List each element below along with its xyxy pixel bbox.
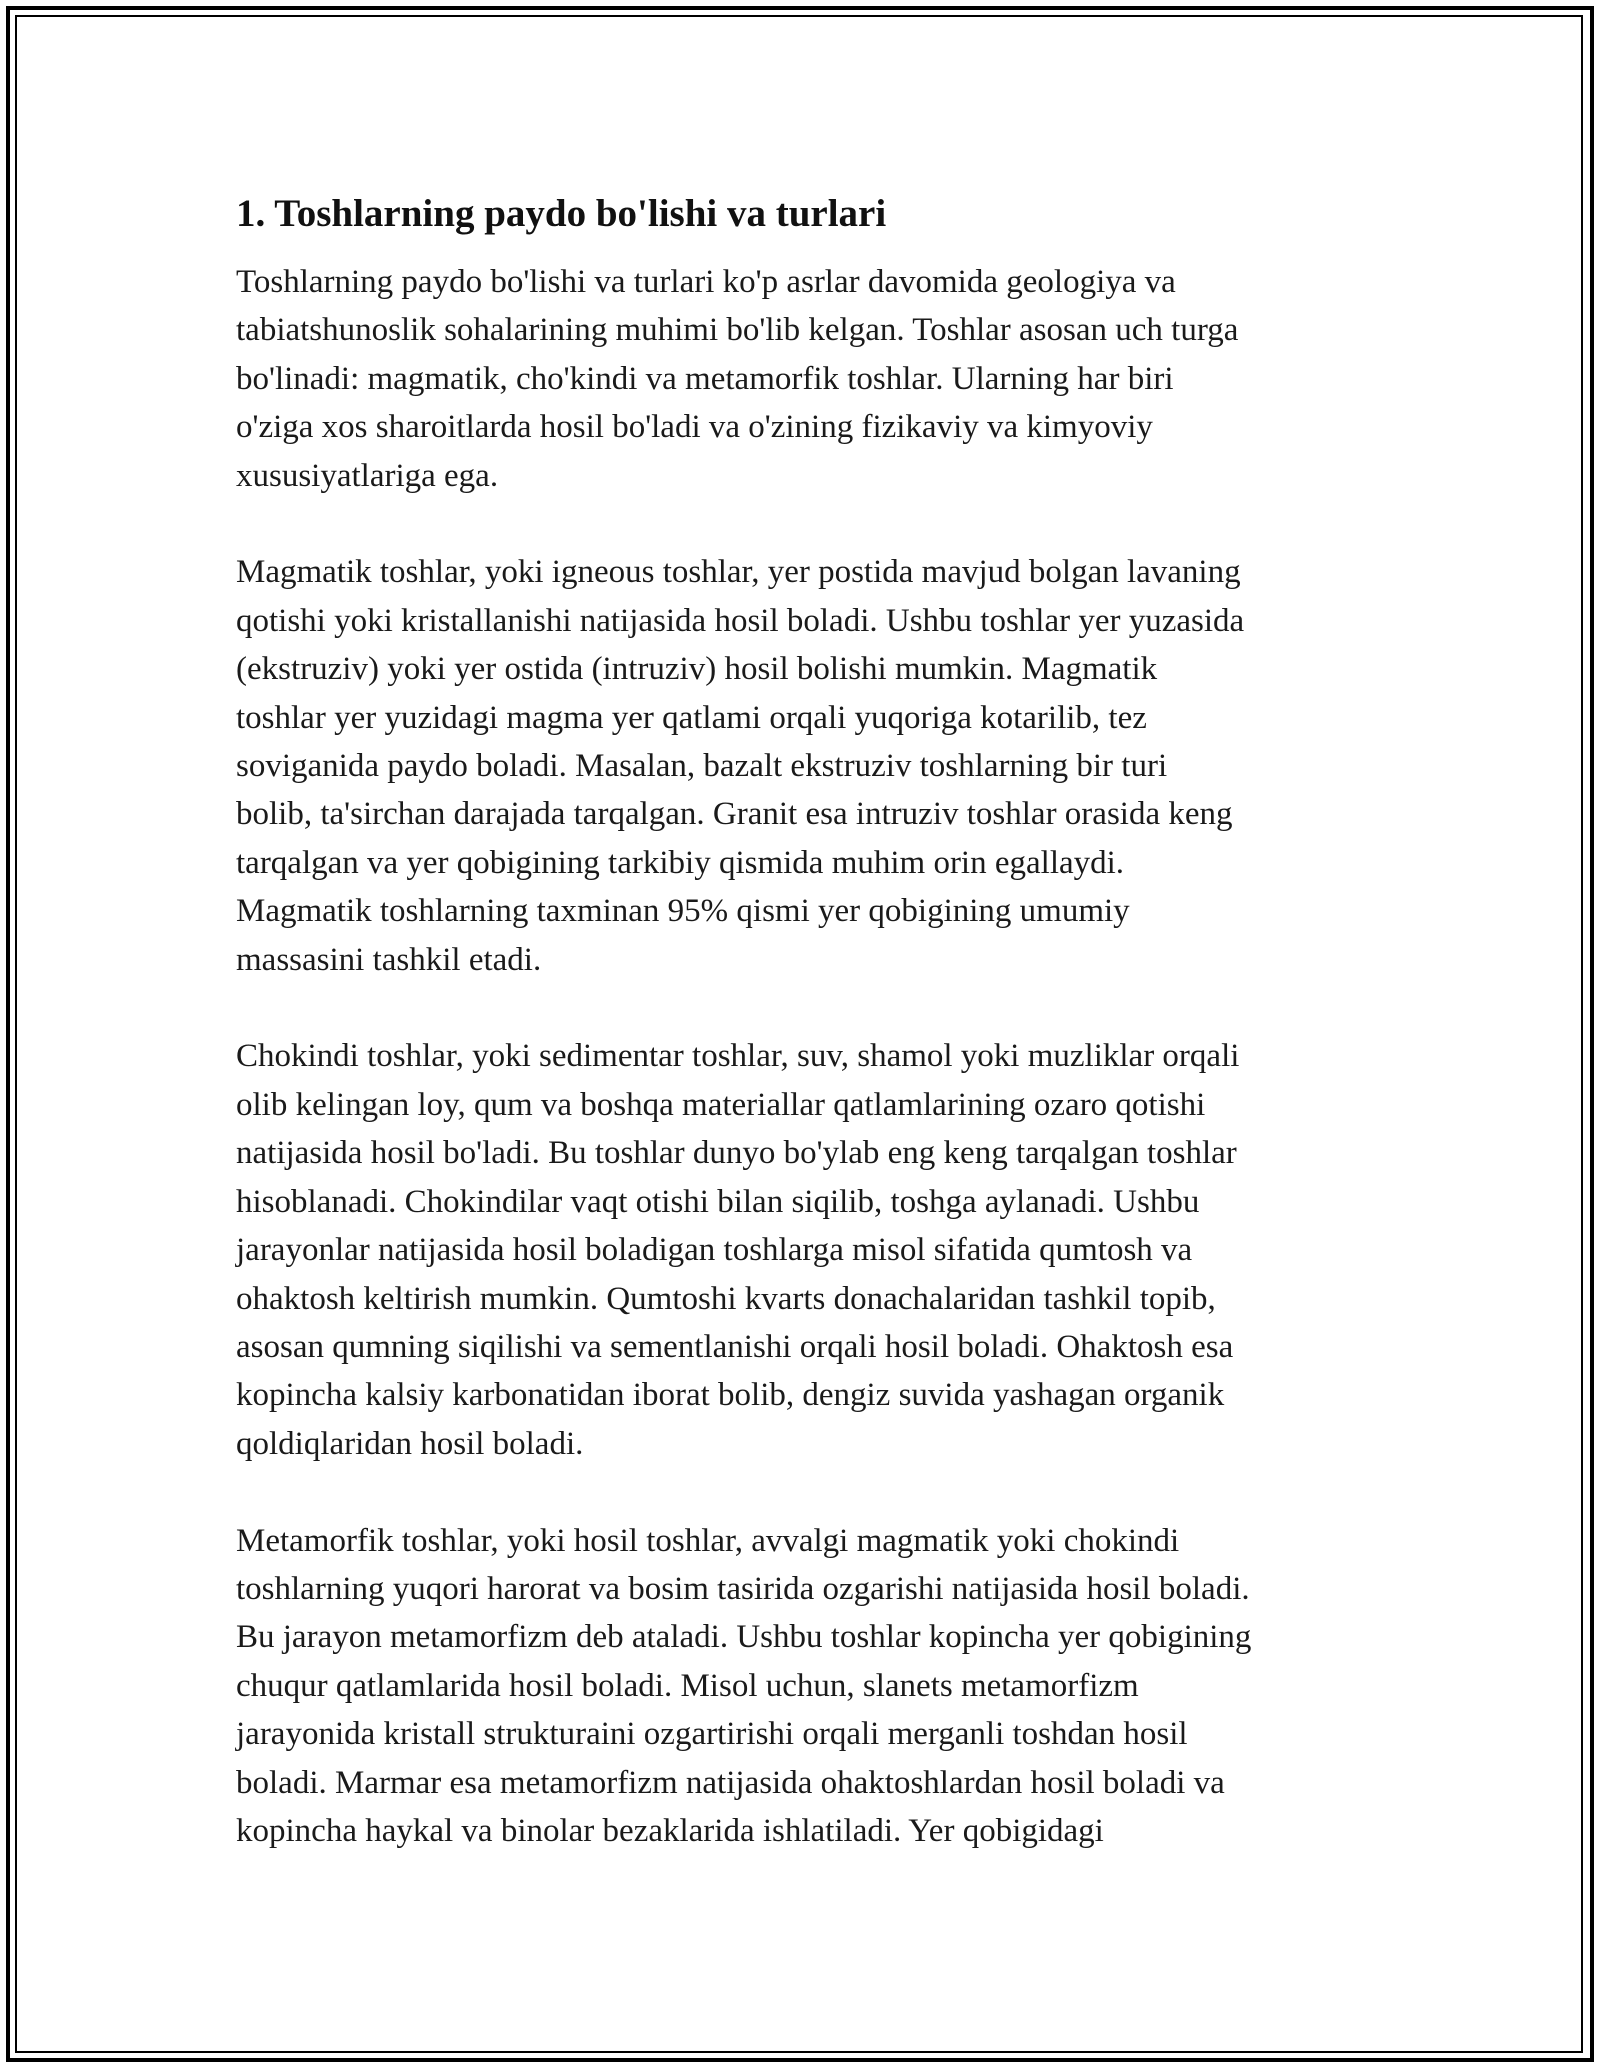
- paragraph-intro: Toshlarning paydo bo'lishi va turlari ko'p asrlar davomida geologiya va tabiatshunoslik sohalarining muhimi bo'lib kelgan. Toshlar asosan uch turga bo'linadi: magmatik, cho'kindi va metamorfik toshlar. Ularning har biri o'ziga xos sharoitlarda hosil bo'ladi va o'zining fizikaviy va kimyoviy xususiyatlariga ega.: [236, 264, 1239, 494]
- paragraph-magmatic: Magmatik toshlar, yoki igneous toshlar, yer postida mavjud bolgan lavaning qotishi yoki kristallanishi natijasida hosil boladi. Ushbu toshlar yer yuzasida (ekstruziv) yoki yer ostida (intruziv) hosil bolishi mumkin. Magmatik toshlar yer yuzidagi magma yer qatlami orqali yuqoriga kotarilib, tez soviganida paydo boladi. Masalan, bazalt ekstruziv toshlarning bir turi bolib, ta'sirchan darajada tarqalgan. Granit esa intruziv toshlar orasida keng tarqalgan va yer qobigining tarkibiy qismida muhim orin egallaydi. Magmatik toshlarning taxminan 95% qismi yer qobigining umumiy massasini tashkil etadi.: [236, 554, 1245, 978]
- paragraph-metamorphic: Metamorfik toshlar, yoki hosil toshlar, avvalgi magmatik yoki chokindi toshlarning yuqori harorat va bosim tasirida ozgarishi natijasida hosil boladi. Bu jarayon metamorfizm deb ataladi. Ushbu toshlar kopincha yer qobigining chuqur qatlamlarida hosil boladi. Misol uchun, slanets metamorfizm jarayonida kristall strukturaini ozgartirishi orqali merganli toshdan hosil boladi. Marmar esa metamorfizm natijasida ohaktoshlardan hosil boladi va kopincha haykal va binolar bezaklarida ishlatiladi. Yer qobigidagi: [236, 1522, 1252, 1849]
- paragraph-sedimentary: Chokindi toshlar, yoki sedimentar toshlar, suv, shamol yoki muzliklar orqali olib kelingan loy, qum va boshqa materiallar qatlamlarining ozaro qotishi natijasida hosil bo'ladi. Bu toshlar dunyo bo'ylab eng keng tarqalgan toshlar hisoblanadi. Chokindilar vaqt otishi bilan siqilib, toshga aylanadi. Ushbu jarayonlar natijasida hosil boladigan toshlarga misol sifatida qumtosh va ohaktosh keltirish mumkin. Qumtoshi kvarts donachalaridan tashkil topib, asosan qumning siqilishi va sementlanishi orqali hosil boladi. Ohaktosh esa kopincha kalsiy karbonatidan iborat bolib, dengiz suvida yashagan organik qoldiqlaridan hosil boladi.: [236, 1038, 1240, 1462]
- section-heading: 1. Toshlarning paydo bo'lishi va turlari: [236, 192, 887, 235]
- document-body: [236, 186, 1376, 1904]
